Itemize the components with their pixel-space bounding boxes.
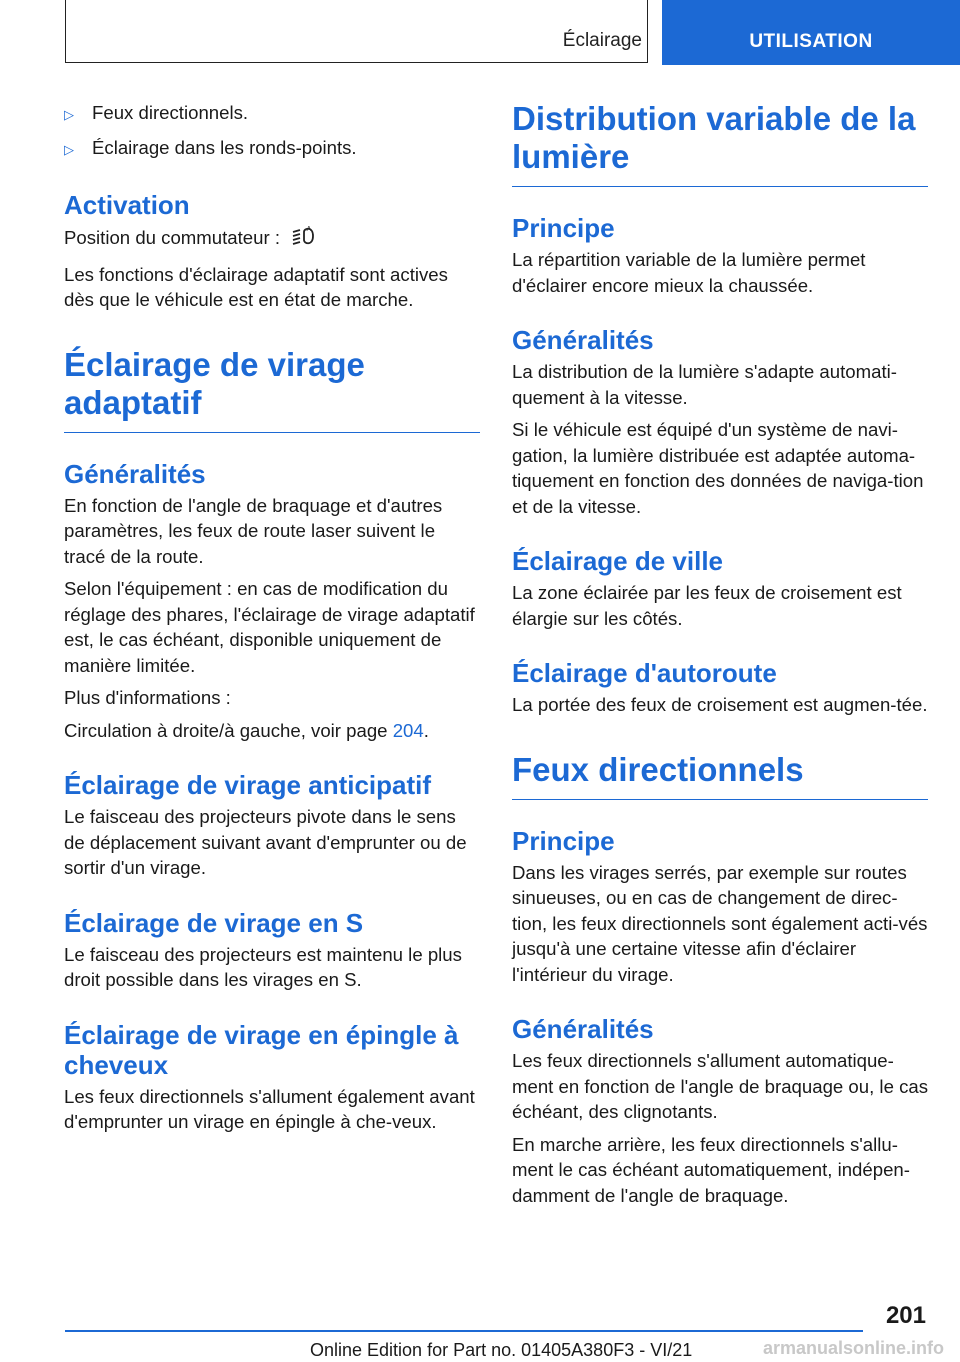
virage-adaptatif-heading: Éclairage de virage adaptatif bbox=[64, 346, 480, 433]
ville-heading: Éclairage de ville bbox=[512, 546, 724, 576]
anticipatif-heading: Éclairage de virage anticipatif bbox=[64, 770, 432, 800]
switch-position-line: Position du commutateur : A bbox=[64, 224, 480, 255]
svg-text:A: A bbox=[306, 226, 312, 233]
paragraph: La distribution de la lumière s'adapte automati-quement à la vitesse. bbox=[512, 361, 897, 408]
page-link[interactable]: 204 bbox=[392, 719, 424, 741]
generalites-heading: Généralités bbox=[512, 325, 654, 355]
paragraph: En fonction de l'angle de braquage et d'autres paramètres, les feux de route laser suivent le tracé de la route. bbox=[64, 494, 443, 567]
paragraph: La répartition variable de la lumière permet d'éclairer encore mieux la chaussée. bbox=[512, 249, 866, 296]
triangle-bullet-icon: ▷ bbox=[64, 142, 74, 157]
activation-text: Les fonctions d'éclairage adaptatif sont actives dès que le véhicule est en état de marche. bbox=[64, 263, 448, 310]
paragraph: Si le véhicule est équipé d'un système de navi-gation, la lumière distribuée est adaptée automa-tiquement en fonction des données de naviga-tion et de la vitesse. bbox=[512, 419, 924, 517]
page-number: 201 bbox=[885, 1302, 926, 1329]
principe-heading: Principe bbox=[512, 825, 615, 856]
paragraph: Le faisceau des projecteurs pivote dans le sens de déplacement suivant avant d'emprunter ou de sortir d'un virage. bbox=[64, 806, 467, 878]
feux-directionnels-heading: Feux directionnels bbox=[512, 751, 928, 800]
en-s-heading: Éclairage de virage en S bbox=[64, 907, 364, 938]
triangle-bullet-icon: ▷ bbox=[64, 107, 74, 122]
paragraph: Le faisceau des projecteurs est maintenu le plus droit possible dans les virages en S. bbox=[64, 943, 462, 990]
paragraph: Plus d'informations : bbox=[64, 687, 231, 708]
distribution-heading: Distribution variable de la lumière bbox=[512, 100, 928, 187]
paragraph: Selon l'équipement : en cas de modification du réglage des phares, l'éclairage de virage adaptatif est, le cas échéant, disponible uniquement de manière limitée. bbox=[64, 578, 475, 676]
page-reference: Circulation à droite/à gauche, voir page 204. bbox=[64, 719, 429, 741]
paragraph: La zone éclairée par les feux de croisement est élargie sur les côtés. bbox=[512, 582, 902, 629]
left-column bbox=[64, 100, 480, 1142]
paragraph: Les feux directionnels s'allument automatique-ment en fonction de l'angle de braquage ou, le cas échéant, des clignotants. bbox=[512, 1050, 929, 1122]
header-tab[interactable] bbox=[662, 0, 960, 65]
paragraph: En marche arrière, les feux directionnels s'allu-ment le cas échéant automatiquement, indépen-damment de l'angle de braquage. bbox=[512, 1133, 910, 1206]
right-column bbox=[512, 100, 928, 1215]
list-item: ▷ Feux directionnels. bbox=[64, 102, 249, 123]
watermark: armanualsonline.info bbox=[762, 1338, 944, 1358]
activation-heading: Activation bbox=[64, 190, 190, 220]
generalites-heading: Généralités bbox=[64, 458, 206, 489]
footer-divider bbox=[65, 1330, 863, 1332]
autoroute-heading: Éclairage d'autoroute bbox=[512, 658, 777, 688]
header-tab-label: UTILISATION bbox=[749, 31, 873, 52]
paragraph: Les feux directionnels s'allument également avant d'emprunter un virage en épingle à che-veux. bbox=[64, 1085, 475, 1132]
epingle-heading: Éclairage de virage en épingle à cheveux bbox=[64, 1019, 459, 1080]
generalites-heading: Généralités bbox=[512, 1014, 654, 1044]
edition-text: Online Edition for Part no. 01405A380F3 - VI/21 bbox=[310, 1340, 693, 1360]
principe-heading: Principe bbox=[512, 213, 615, 243]
auto-light-switch-icon bbox=[291, 224, 317, 255]
header-section-title: Éclairage bbox=[562, 30, 642, 51]
paragraph: La portée des feux de croisement est augmen-tée. bbox=[512, 694, 928, 715]
paragraph: Dans les virages serrés, par exemple sur routes sinueuses, ou en cas de changement de direc-tion, les feux directionnels sont également acti-vés jusqu'à une certaine vitesse afin d'éclairer l'intérieur du virage. bbox=[512, 861, 928, 985]
header-frame bbox=[65, 0, 648, 63]
list-item: ▷ Éclairage dans les ronds-points. bbox=[64, 137, 357, 158]
